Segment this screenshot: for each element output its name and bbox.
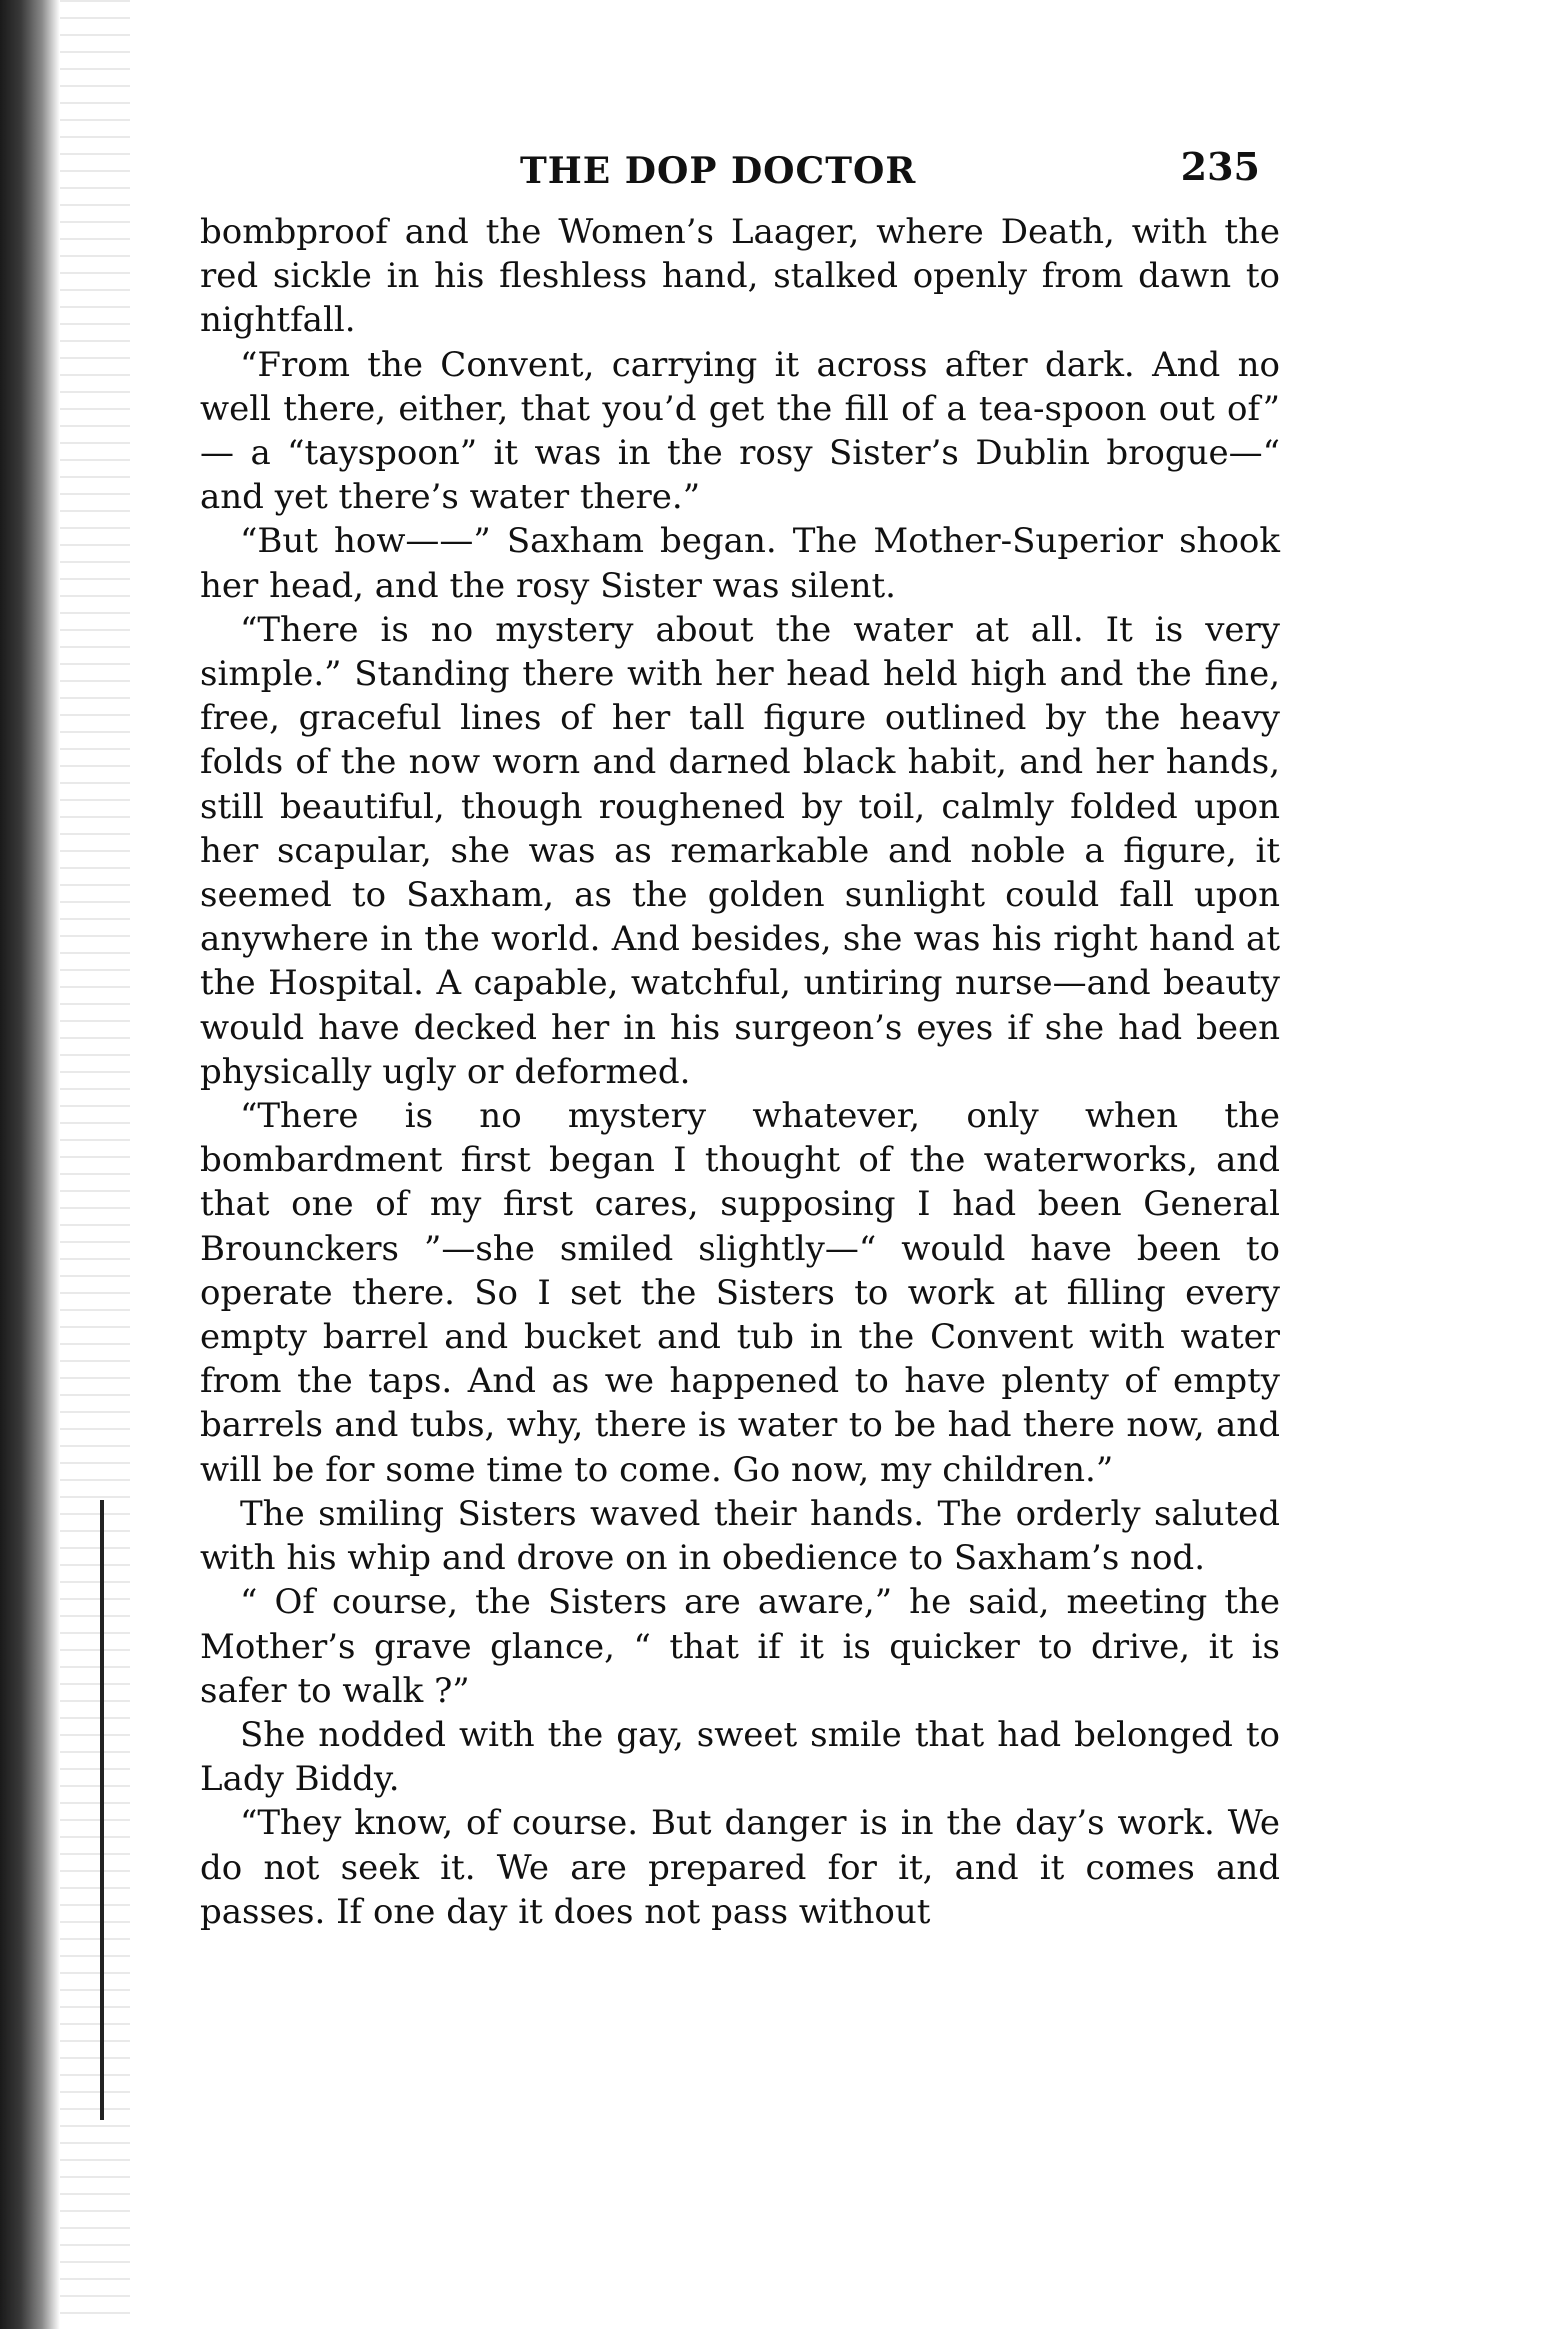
page-number: 235	[1180, 144, 1260, 189]
paragraph: “But how——” Saxham began. The Mother-Superior shook her head, and the rosy Sister was silent.	[200, 521, 1280, 606]
body-text	[200, 210, 1280, 1934]
margin-rule	[100, 1500, 104, 2120]
paragraph: “There is no mystery about the water at all. It is very simple.” Standing there with her head held high and the fine, free, graceful lines of her tall figure outlined by the heavy folds of the now worn and darned black habit, and her hands, still beautiful, though roughened by toil, calmly folded upon her scapular, she was as remarkable and noble a figure, it seemed to Saxham, as the golden sunlight could fall upon anywhere in the world. And besides, she was his right hand at the Hospital. A capable, watchful, untiring nurse—and beauty would have decked her in his surgeon’s eyes if she had been physically ugly or deformed.	[200, 609, 1280, 1092]
page-header	[200, 144, 1280, 200]
paragraph: “There is no mystery whatever, only when the bombardment first began I thought of the waterworks, and that one of my first cares, supposing I had been General Brounckers ”—she smiled slightly—“ would have been to operate there. So I set the Sisters to work at filling every empty barrel and bucket and tub in the Convent with water from the taps. And as we happened to have plenty of empty barrels and tubs, why, there is water to be had there now, and will be for some time to come. Go now, my children.”	[200, 1096, 1280, 1490]
paragraph: “From the Convent, carrying it across after dark. And no well there, either, that you’d get the fill of a tea-spoon out of” — a “tayspoon” it was in the rosy Sister’s Dublin brogue—“ and yet there’s water there.”	[200, 344, 1280, 518]
paragraph: bombproof and the Women’s Laager, where Death, with the red sickle in his fleshless hand, stalked openly from dawn to nightfall.	[200, 212, 1280, 341]
paragraph: The smiling Sisters waved their hands. The orderly saluted with his whip and drove on in obedience to Saxham’s nod.	[200, 1493, 1280, 1579]
paragraph: “ Of course, the Sisters are aware,” he said, meeting the Mother’s grave glance, “ that if it is quicker to drive, it is safer to walk ?”	[200, 1582, 1280, 1711]
running-head: THE DOP DOCTOR	[520, 150, 917, 192]
paragraph: She nodded with the gay, sweet smile that had belonged to Lady Biddy.	[200, 1714, 1280, 1800]
paragraph: “They know, of course. But danger is in the day’s work. We do not seek it. We are prepared for it, and it comes and passes. If one day it does not pass without	[200, 1803, 1280, 1932]
gutter-shadow	[60, 0, 130, 2329]
binding-edge	[0, 0, 60, 2329]
